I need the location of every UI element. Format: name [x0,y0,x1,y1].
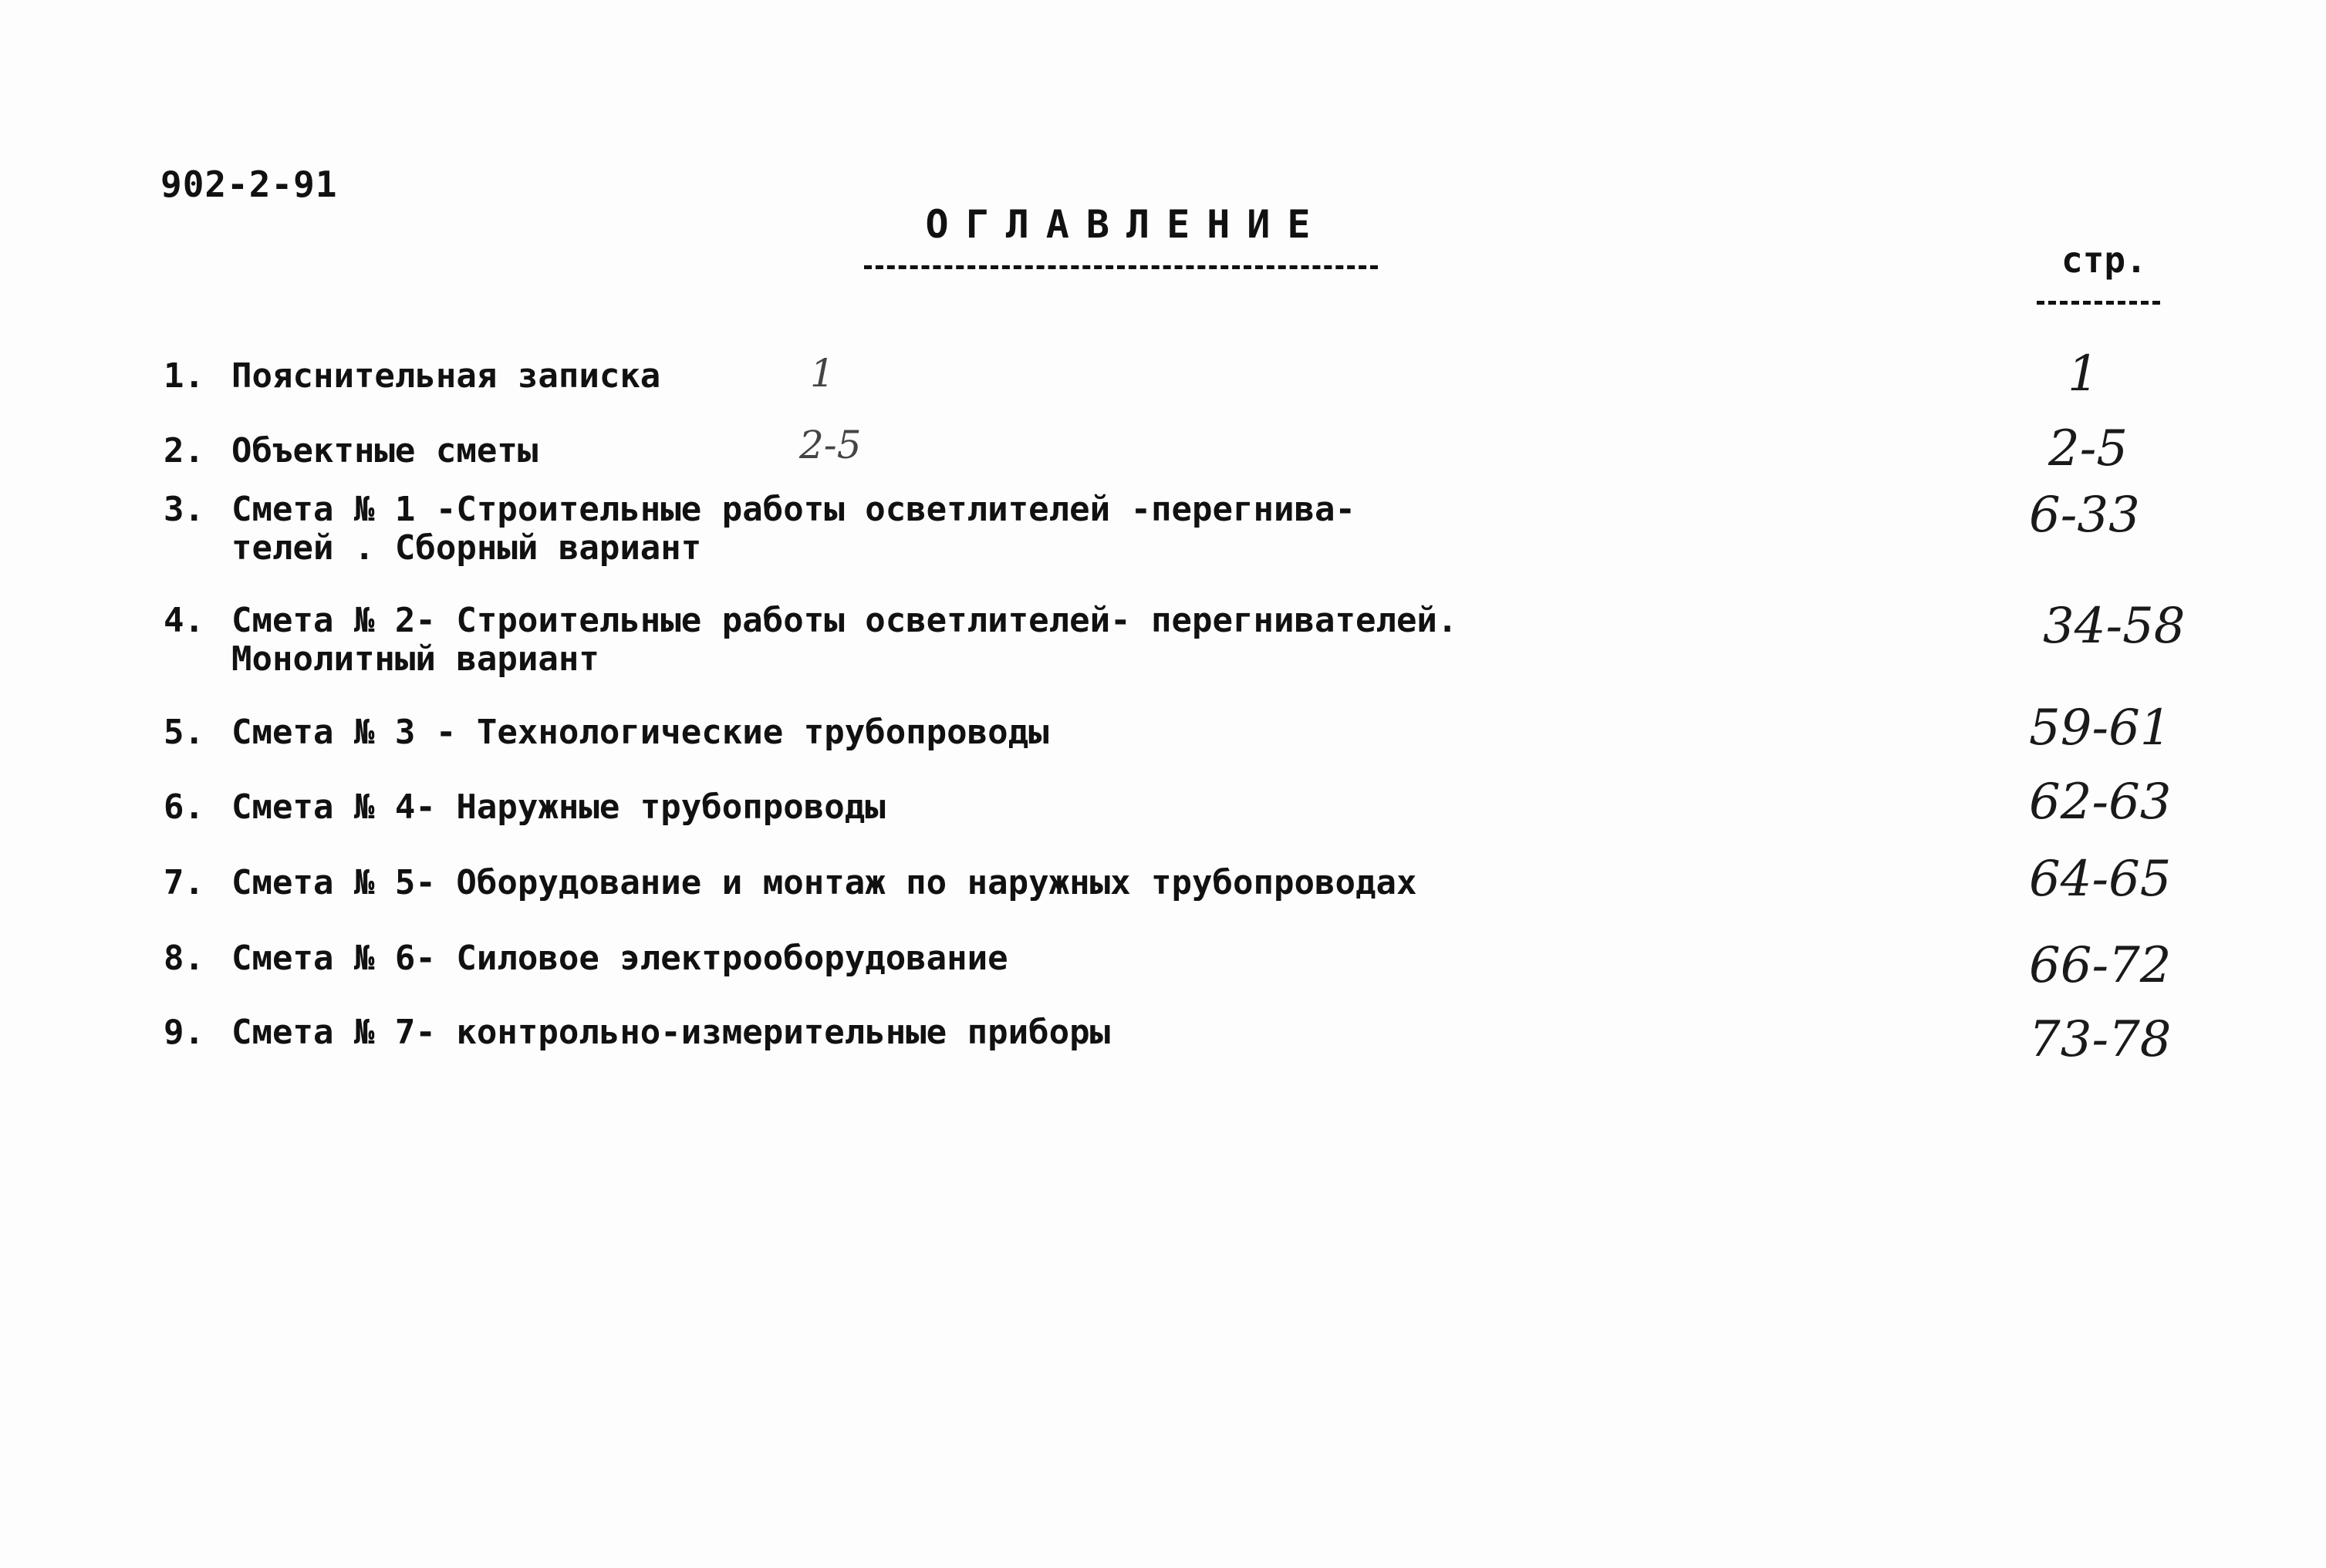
entry-title: Смета № 4- Наружные трубопроводы [231,787,886,827]
toc-entry-9 [164,1013,1110,1052]
entry-title: Смета № 3 - Технологические трубопроводы [231,713,1049,752]
entry-title: Смета № 5- Оборудование и монтаж по наружных трубопроводах [231,863,1417,902]
toc-entry-7 [164,864,1416,902]
toc-entry-3 [164,491,1355,568]
entry-number: 8. [164,939,204,978]
handwritten-margin-mark: 1 [810,351,835,396]
entry-number: 7. [164,863,204,902]
entry-title: Смета № 6- Силовое электрооборудование [231,939,1008,978]
entry-pages: 66-72 [2029,937,2172,994]
entry-pages: 73-78 [2029,1011,2172,1068]
handwritten-margin-mark: 2-5 [799,423,862,467]
entry-pages: 6-33 [2029,487,2140,544]
entry-title: Объектные сметы [231,431,538,470]
document-code: 902-2-91 [160,164,338,205]
page-column-header: стр. [2061,239,2147,281]
entry-number: 4. [164,601,204,640]
entry-number: 3. [164,490,204,529]
entry-number: 6. [164,787,204,827]
toc-entry-2 [164,432,538,470]
title-underline [864,265,1378,269]
entry-title: Смета № 2- Строительные работы осветлителей- перегнивателей. Монолитный вариант [231,601,1458,679]
toc-entry-6 [164,788,886,827]
toc-entry-5 [164,713,1049,752]
entry-pages: 34-58 [2043,598,2186,655]
toc-entry-1 [164,357,660,396]
entry-title: Смета № 1 -Строительные работы осветлителей -перегнива- телей . Сборный вариант [231,490,1355,568]
entry-pages: 2-5 [2048,420,2129,477]
entry-number: 9. [164,1013,204,1052]
entry-pages: 59-61 [2029,700,2172,757]
entry-number: 5. [164,713,204,752]
entry-number: 2. [164,431,204,470]
page-column-underline [2037,301,2160,305]
entry-pages: 1 [2068,346,2099,403]
toc-entry-8 [164,939,1008,978]
entry-number: 1. [164,356,204,396]
entry-title: Пояснительная записка [231,356,661,396]
toc-title: ОГЛАВЛЕНИЕ [925,202,1328,247]
entry-pages: 62-63 [2029,774,2172,831]
toc-entry-4 [164,602,1457,679]
entry-pages: 64-65 [2029,851,2172,908]
entry-title: Смета № 7- контрольно-измерительные приборы [231,1013,1111,1052]
